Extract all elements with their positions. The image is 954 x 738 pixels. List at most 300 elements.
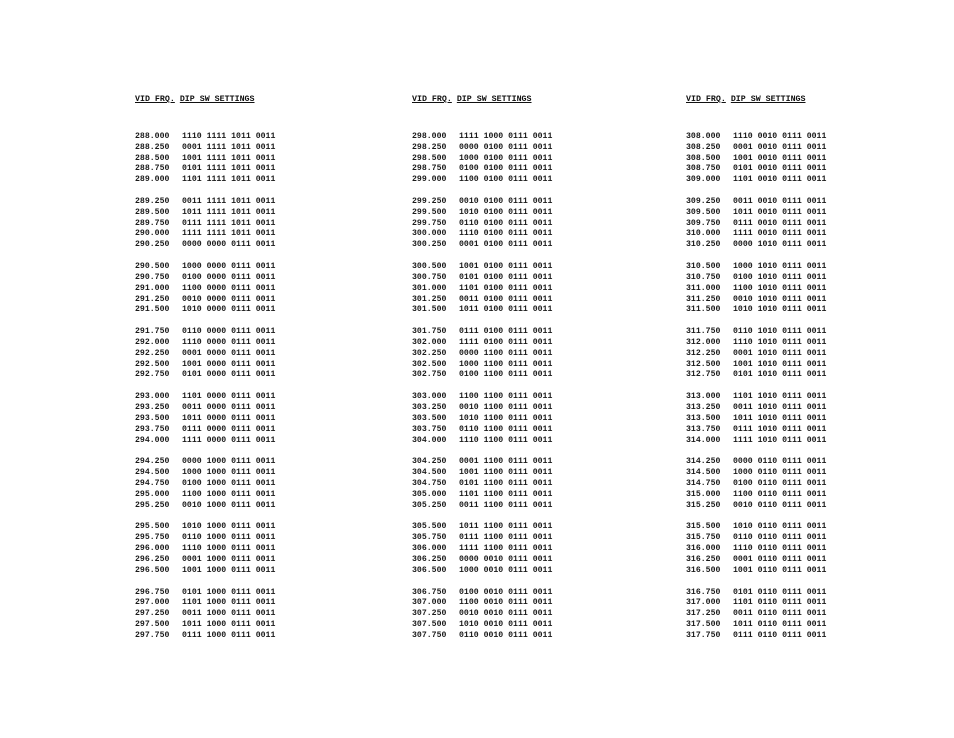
vid-frequency: 303.750 xyxy=(412,424,447,434)
row-group xyxy=(135,132,435,186)
table-row xyxy=(412,360,712,371)
dip-switch-setting: 1001 0010 0111 0011 xyxy=(733,153,827,163)
table-row xyxy=(686,555,954,566)
table-row xyxy=(412,305,712,316)
table-row xyxy=(135,175,435,186)
dip-switch-setting: 1110 0010 0111 0011 xyxy=(733,132,827,141)
vid-frequency: 305.000 xyxy=(412,489,447,499)
dip-switch-setting: 1111 0000 0111 0011 xyxy=(182,435,276,445)
table-row xyxy=(686,425,954,436)
table-row xyxy=(135,370,435,381)
dip-switch-setting: 0111 0010 0111 0011 xyxy=(733,218,827,228)
column-header xyxy=(686,94,954,105)
vid-frequency: 307.500 xyxy=(412,619,447,629)
table-column-2 xyxy=(412,94,712,653)
table-row xyxy=(686,414,954,425)
dip-switch-setting: 1101 0010 0111 0011 xyxy=(733,175,827,185)
dip-switch-setting: 0011 1100 0111 0011 xyxy=(459,500,553,510)
dip-switch-setting: 1101 1100 0111 0011 xyxy=(459,489,553,499)
dip-switch-setting: 0010 1100 0111 0011 xyxy=(459,403,553,413)
table-row xyxy=(135,403,435,414)
vid-frequency: 310.000 xyxy=(686,229,721,239)
table-row xyxy=(412,457,712,468)
dip-switch-setting: 0110 0110 0111 0011 xyxy=(733,533,827,543)
header-vid-frq: VID FRQ. xyxy=(135,95,175,104)
table-row xyxy=(412,490,712,501)
vid-frequency: 293.500 xyxy=(135,413,170,423)
dip-switch-setting: 0111 0000 0111 0011 xyxy=(182,424,276,434)
dip-switch-setting: 1011 0100 0111 0011 xyxy=(459,305,553,315)
vid-frequency: 288.750 xyxy=(135,164,170,174)
row-group xyxy=(686,522,954,576)
dip-switch-setting: 0011 1111 1011 0011 xyxy=(182,197,276,207)
table-row xyxy=(135,305,435,316)
dip-switch-setting: 1001 0100 0111 0011 xyxy=(459,262,553,272)
dip-switch-setting: 1110 1100 0111 0011 xyxy=(459,435,553,445)
vid-frequency: 317.250 xyxy=(686,609,721,619)
vid-frequency: 288.250 xyxy=(135,142,170,152)
table-row xyxy=(135,208,435,219)
vid-frequency: 309.250 xyxy=(686,197,721,207)
vid-frequency: 298.000 xyxy=(412,132,447,141)
vid-frequency: 316.750 xyxy=(686,587,721,597)
table-row xyxy=(412,501,712,512)
vid-frequency: 314.750 xyxy=(686,478,721,488)
dip-switch-setting: 0001 1010 0111 0011 xyxy=(733,348,827,358)
table-row xyxy=(686,295,954,306)
table-row xyxy=(686,403,954,414)
row-group xyxy=(135,588,435,642)
vid-frequency: 305.250 xyxy=(412,500,447,510)
table-row xyxy=(412,132,712,143)
table-row xyxy=(412,533,712,544)
vid-frequency: 301.500 xyxy=(412,305,447,315)
table-row xyxy=(135,229,435,240)
vid-frequency: 315.000 xyxy=(686,489,721,499)
vid-frequency: 295.750 xyxy=(135,533,170,543)
vid-frequency: 295.250 xyxy=(135,500,170,510)
vid-frequency: 310.250 xyxy=(686,240,721,250)
vid-frequency: 290.250 xyxy=(135,240,170,250)
vid-frequency: 296.250 xyxy=(135,554,170,564)
vid-frequency: 317.750 xyxy=(686,630,721,640)
table-row xyxy=(135,468,435,479)
table-row xyxy=(686,143,954,154)
table-row xyxy=(412,479,712,490)
table-row xyxy=(686,533,954,544)
table-row xyxy=(686,479,954,490)
table-row xyxy=(686,392,954,403)
dip-switch-setting: 1111 1111 1011 0011 xyxy=(182,229,276,239)
vid-frequency: 307.750 xyxy=(412,630,447,640)
dip-switch-setting: 0011 0110 0111 0011 xyxy=(733,609,827,619)
row-group xyxy=(412,588,712,642)
dip-switch-setting: 1101 0100 0111 0011 xyxy=(459,283,553,293)
table-row xyxy=(412,566,712,577)
row-group xyxy=(135,457,435,511)
dip-switch-setting: 0111 1100 0111 0011 xyxy=(459,533,553,543)
dip-switch-setting: 1111 0100 0111 0011 xyxy=(459,338,553,348)
header-dip-sw-settings: DIP SW SETTINGS xyxy=(730,95,806,104)
vid-frequency: 303.000 xyxy=(412,392,447,402)
vid-frequency: 289.750 xyxy=(135,218,170,228)
row-group xyxy=(686,457,954,511)
vid-frequency: 298.250 xyxy=(412,142,447,152)
vid-frequency: 293.000 xyxy=(135,392,170,402)
dip-switch-setting: 1010 1010 0111 0011 xyxy=(733,305,827,315)
dip-switch-setting: 1100 0010 0111 0011 xyxy=(459,598,553,608)
dip-switch-setting: 0100 0110 0111 0011 xyxy=(733,478,827,488)
table-row xyxy=(135,588,435,599)
table-row xyxy=(686,229,954,240)
row-group xyxy=(412,522,712,576)
table-row xyxy=(135,544,435,555)
table-row xyxy=(686,436,954,447)
dip-switch-setting: 1000 1000 0111 0011 xyxy=(182,468,276,478)
row-groups xyxy=(412,132,712,642)
dip-switch-setting: 0010 1010 0111 0011 xyxy=(733,294,827,304)
dip-switch-setting: 0000 0110 0111 0011 xyxy=(733,457,827,467)
dip-switch-setting: 0010 0000 0111 0011 xyxy=(182,294,276,304)
dip-switch-setting: 0000 1010 0111 0011 xyxy=(733,240,827,250)
table-row xyxy=(412,425,712,436)
column-header xyxy=(135,94,435,105)
vid-frequency: 306.500 xyxy=(412,565,447,575)
vid-frequency: 314.500 xyxy=(686,468,721,478)
dip-switch-setting: 0110 1010 0111 0011 xyxy=(733,327,827,337)
table-row xyxy=(135,154,435,165)
dip-switch-setting: 1101 1000 0111 0011 xyxy=(182,598,276,608)
vid-frequency: 292.000 xyxy=(135,338,170,348)
row-group xyxy=(686,327,954,381)
table-row xyxy=(135,631,435,642)
table-row xyxy=(135,598,435,609)
dip-switch-setting: 0100 1000 0111 0011 xyxy=(182,478,276,488)
vid-frequency: 290.000 xyxy=(135,229,170,239)
table-row xyxy=(412,631,712,642)
vid-frequency: 316.000 xyxy=(686,544,721,554)
table-row xyxy=(412,609,712,620)
dip-switch-setting: 1110 1010 0111 0011 xyxy=(733,338,827,348)
vid-frequency: 294.750 xyxy=(135,478,170,488)
table-row xyxy=(686,327,954,338)
vid-frequency: 315.750 xyxy=(686,533,721,543)
vid-frequency: 299.500 xyxy=(412,207,447,217)
vid-frequency: 296.000 xyxy=(135,544,170,554)
vid-frequency: 312.500 xyxy=(686,359,721,369)
table-row xyxy=(412,403,712,414)
dip-switch-setting: 0001 0000 0111 0011 xyxy=(182,348,276,358)
header-vid-frq: VID FRQ. xyxy=(412,95,452,104)
table-row xyxy=(412,370,712,381)
dip-switch-setting: 0010 0100 0111 0011 xyxy=(459,197,553,207)
vid-frequency: 303.250 xyxy=(412,403,447,413)
vid-frequency: 314.000 xyxy=(686,435,721,445)
dip-switch-setting: 1101 0110 0111 0011 xyxy=(733,598,827,608)
dip-switch-setting: 0001 0010 0111 0011 xyxy=(733,142,827,152)
vid-frequency: 317.000 xyxy=(686,598,721,608)
vid-frequency: 312.000 xyxy=(686,338,721,348)
vid-frequency: 302.000 xyxy=(412,338,447,348)
dip-switch-setting: 0000 0000 0111 0011 xyxy=(182,240,276,250)
dip-switch-setting: 1011 1100 0111 0011 xyxy=(459,522,553,532)
dip-switch-setting: 0111 0110 0111 0011 xyxy=(733,630,827,640)
dip-switch-setting: 0111 1000 0111 0011 xyxy=(182,630,276,640)
table-row xyxy=(412,154,712,165)
vid-frequency: 312.250 xyxy=(686,348,721,358)
vid-frequency: 289.500 xyxy=(135,207,170,217)
dip-switch-setting: 1100 1100 0111 0011 xyxy=(459,392,553,402)
dip-switch-setting: 0001 0100 0111 0011 xyxy=(459,240,553,250)
table-row xyxy=(135,457,435,468)
table-row xyxy=(686,284,954,295)
vid-frequency: 305.500 xyxy=(412,522,447,532)
dip-switch-setting: 1010 0010 0111 0011 xyxy=(459,619,553,629)
vid-frequency: 295.500 xyxy=(135,522,170,532)
table-row xyxy=(412,295,712,306)
table-row xyxy=(135,360,435,371)
table-row xyxy=(412,164,712,175)
vid-frequency: 303.500 xyxy=(412,413,447,423)
table-row xyxy=(412,598,712,609)
table-row xyxy=(412,588,712,599)
table-row xyxy=(412,273,712,284)
dip-switch-setting: 0100 0100 0111 0011 xyxy=(459,164,553,174)
vid-frequency: 296.750 xyxy=(135,587,170,597)
dip-switch-setting: 0001 1000 0111 0011 xyxy=(182,554,276,564)
dip-switch-setting: 1001 1111 1011 0011 xyxy=(182,153,276,163)
dip-switch-setting: 0000 1000 0111 0011 xyxy=(182,457,276,467)
vid-frequency: 310.750 xyxy=(686,272,721,282)
dip-switch-setting: 1100 0100 0111 0011 xyxy=(459,175,553,185)
row-group xyxy=(412,327,712,381)
row-group xyxy=(135,392,435,446)
table-row xyxy=(686,175,954,186)
vid-frequency: 294.500 xyxy=(135,468,170,478)
dip-switch-setting: 1111 1000 0111 0011 xyxy=(459,132,553,141)
row-group xyxy=(135,522,435,576)
dip-switch-setting: 0100 1010 0111 0011 xyxy=(733,272,827,282)
dip-switch-setting: 1111 0010 0111 0011 xyxy=(733,229,827,239)
vid-frequency: 299.750 xyxy=(412,218,447,228)
vid-frequency: 304.500 xyxy=(412,468,447,478)
dip-switch-setting: 0111 1010 0111 0011 xyxy=(733,424,827,434)
vid-frequency: 316.250 xyxy=(686,554,721,564)
dip-switch-setting: 1001 1010 0111 0011 xyxy=(733,359,827,369)
vid-frequency: 307.000 xyxy=(412,598,447,608)
vid-frequency: 293.750 xyxy=(135,424,170,434)
table-row xyxy=(686,338,954,349)
table-row xyxy=(135,327,435,338)
dip-switch-setting: 0101 1100 0111 0011 xyxy=(459,478,553,488)
table-row xyxy=(135,284,435,295)
table-row xyxy=(412,175,712,186)
table-row xyxy=(412,338,712,349)
vid-frequency: 289.000 xyxy=(135,175,170,185)
dip-switch-setting: 1111 1010 0111 0011 xyxy=(733,435,827,445)
column-header xyxy=(412,94,712,105)
dip-switch-setting: 0111 1111 1011 0011 xyxy=(182,218,276,228)
dip-switch-setting: 0001 1111 1011 0011 xyxy=(182,142,276,152)
table-row xyxy=(412,349,712,360)
dip-switch-setting: 0010 0010 0111 0011 xyxy=(459,609,553,619)
vid-frequency: 305.750 xyxy=(412,533,447,543)
vid-frequency: 311.500 xyxy=(686,305,721,315)
vid-frequency: 311.000 xyxy=(686,283,721,293)
dip-switch-setting: 1010 1000 0111 0011 xyxy=(182,522,276,532)
vid-frequency: 304.750 xyxy=(412,478,447,488)
table-row xyxy=(686,240,954,251)
dip-switch-setting: 0010 1000 0111 0011 xyxy=(182,500,276,510)
vid-frequency: 309.500 xyxy=(686,207,721,217)
dip-switch-setting: 1101 1111 1011 0011 xyxy=(182,175,276,185)
table-row xyxy=(135,338,435,349)
vid-frequency: 308.000 xyxy=(686,132,721,141)
table-row xyxy=(135,273,435,284)
dip-switch-setting: 1011 1010 0111 0011 xyxy=(733,413,827,423)
vid-frequency: 301.000 xyxy=(412,283,447,293)
dip-switch-setting: 0000 1100 0111 0011 xyxy=(459,348,553,358)
dip-switch-setting: 1011 1111 1011 0011 xyxy=(182,207,276,217)
table-row xyxy=(412,414,712,425)
header-dip-sw-settings: DIP SW SETTINGS xyxy=(456,95,532,104)
table-row xyxy=(135,436,435,447)
vid-frequency: 301.750 xyxy=(412,327,447,337)
vid-frequency: 313.500 xyxy=(686,413,721,423)
row-groups xyxy=(686,132,954,642)
vid-frequency: 294.000 xyxy=(135,435,170,445)
dip-switch-setting: 1100 1010 0111 0011 xyxy=(733,283,827,293)
vid-frequency: 309.750 xyxy=(686,218,721,228)
vid-frequency: 315.250 xyxy=(686,500,721,510)
vid-frequency: 304.000 xyxy=(412,435,447,445)
dip-switch-setting: 1000 1100 0111 0011 xyxy=(459,359,553,369)
dip-switch-setting: 0000 0100 0111 0011 xyxy=(459,142,553,152)
dip-switch-setting: 0111 0100 0111 0011 xyxy=(459,327,553,337)
dip-switch-setting: 1110 0100 0111 0011 xyxy=(459,229,553,239)
table-row xyxy=(135,143,435,154)
table-row xyxy=(135,620,435,631)
vid-frequency: 308.250 xyxy=(686,142,721,152)
dip-switch-setting: 1111 1100 0111 0011 xyxy=(459,544,553,554)
table-row xyxy=(412,229,712,240)
table-row xyxy=(135,392,435,403)
dip-switch-setting: 1101 0000 0111 0011 xyxy=(182,392,276,402)
table-row xyxy=(135,132,435,143)
table-row xyxy=(686,132,954,143)
table-column-3 xyxy=(686,94,954,653)
dip-switch-setting: 0110 0100 0111 0011 xyxy=(459,218,553,228)
vid-frequency: 304.250 xyxy=(412,457,447,467)
table-row xyxy=(686,262,954,273)
row-group xyxy=(686,197,954,251)
table-row xyxy=(135,349,435,360)
table-row xyxy=(135,609,435,620)
dip-switch-setting: 0011 0000 0111 0011 xyxy=(182,403,276,413)
table-row xyxy=(686,349,954,360)
dip-switch-setting: 1001 0110 0111 0011 xyxy=(733,565,827,575)
table-row xyxy=(412,262,712,273)
table-row xyxy=(412,240,712,251)
dip-switch-setting: 0000 0010 0111 0011 xyxy=(459,554,553,564)
vid-frequency: 288.000 xyxy=(135,132,170,141)
vid-frequency: 295.000 xyxy=(135,489,170,499)
table-row xyxy=(135,414,435,425)
vid-frequency: 311.750 xyxy=(686,327,721,337)
row-group xyxy=(412,262,712,316)
vid-frequency: 298.500 xyxy=(412,153,447,163)
dip-switch-setting: 0110 0010 0111 0011 xyxy=(459,630,553,640)
table-row xyxy=(412,219,712,230)
table-row xyxy=(135,533,435,544)
dip-switch-setting: 1100 0110 0111 0011 xyxy=(733,489,827,499)
row-group xyxy=(135,327,435,381)
table-row xyxy=(686,566,954,577)
vid-frequency: 300.000 xyxy=(412,229,447,239)
table-row xyxy=(412,143,712,154)
vid-frequency: 311.250 xyxy=(686,294,721,304)
table-row xyxy=(686,197,954,208)
dip-switch-setting: 1100 0000 0111 0011 xyxy=(182,283,276,293)
vid-frequency: 301.250 xyxy=(412,294,447,304)
dip-switch-setting: 0100 0010 0111 0011 xyxy=(459,587,553,597)
table-row xyxy=(412,392,712,403)
dip-switch-setting: 1011 1000 0111 0011 xyxy=(182,619,276,629)
dip-switch-setting: 1011 0000 0111 0011 xyxy=(182,413,276,423)
vid-frequency: 291.750 xyxy=(135,327,170,337)
vid-frequency: 297.250 xyxy=(135,609,170,619)
dip-switch-setting: 1001 0000 0111 0011 xyxy=(182,359,276,369)
table-row xyxy=(686,360,954,371)
vid-frequency: 297.500 xyxy=(135,619,170,629)
dip-switch-setting: 0110 1100 0111 0011 xyxy=(459,424,553,434)
vid-frequency: 297.000 xyxy=(135,598,170,608)
table-row xyxy=(686,544,954,555)
vid-frequency: 315.500 xyxy=(686,522,721,532)
vid-frequency: 300.250 xyxy=(412,240,447,250)
dip-switch-setting: 1010 1100 0111 0011 xyxy=(459,413,553,423)
vid-frequency: 317.500 xyxy=(686,619,721,629)
dip-switch-setting: 1010 0100 0111 0011 xyxy=(459,207,553,217)
dip-switch-setting: 0101 0010 0111 0011 xyxy=(733,164,827,174)
dip-switch-setting: 0101 0110 0111 0011 xyxy=(733,587,827,597)
row-group xyxy=(412,457,712,511)
vid-frequency: 291.000 xyxy=(135,283,170,293)
table-row xyxy=(135,479,435,490)
table-row xyxy=(412,620,712,631)
vid-frequency: 314.250 xyxy=(686,457,721,467)
vid-frequency: 313.000 xyxy=(686,392,721,402)
table-row xyxy=(686,501,954,512)
row-group xyxy=(686,392,954,446)
dip-switch-setting: 1011 0110 0111 0011 xyxy=(733,619,827,629)
dip-switch-setting: 0011 0100 0111 0011 xyxy=(459,294,553,304)
vid-frequency: 302.750 xyxy=(412,370,447,380)
table-row xyxy=(686,468,954,479)
table-row xyxy=(135,522,435,533)
dip-switch-setting: 1000 1010 0111 0011 xyxy=(733,262,827,272)
vid-frequency: 300.500 xyxy=(412,262,447,272)
vid-frequency: 290.750 xyxy=(135,272,170,282)
table-row xyxy=(412,544,712,555)
row-group xyxy=(686,262,954,316)
table-row xyxy=(686,154,954,165)
dip-switch-setting: 1110 0000 0111 0011 xyxy=(182,338,276,348)
vid-frequency: 292.250 xyxy=(135,348,170,358)
vid-frequency: 312.750 xyxy=(686,370,721,380)
header-dip-sw-settings: DIP SW SETTINGS xyxy=(179,95,255,104)
dip-switch-setting: 1110 0110 0111 0011 xyxy=(733,544,827,554)
